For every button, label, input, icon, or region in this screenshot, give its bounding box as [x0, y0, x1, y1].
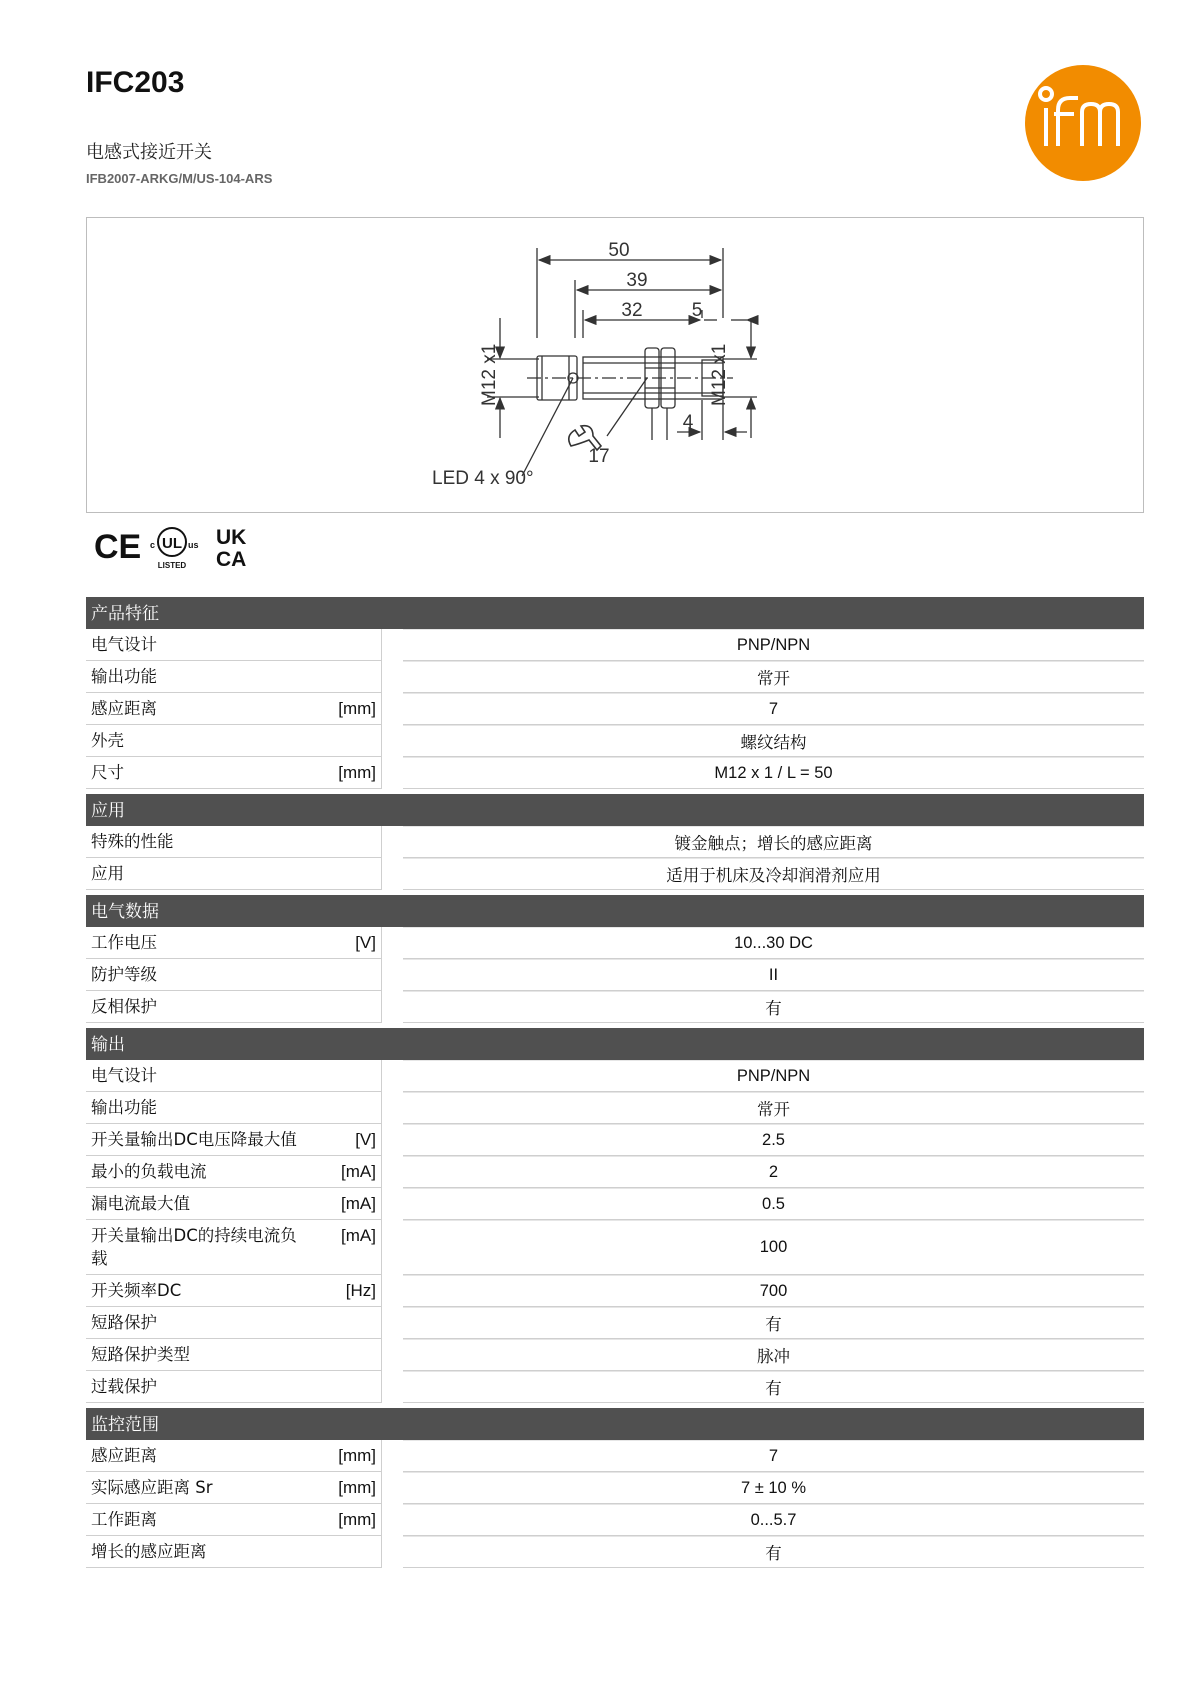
spec-unit: [V] [355, 933, 376, 952]
spec-unit: [Hz] [345, 1281, 376, 1300]
spec-label: 尺寸 [91, 763, 124, 782]
spec-label-cell [86, 1220, 382, 1275]
spec-row [86, 1220, 1144, 1275]
spec-unit: [mA] [341, 1226, 376, 1245]
spec-row [86, 1275, 1144, 1307]
dim-4: 4 [682, 412, 694, 433]
spec-value: 10...30 DC [403, 927, 1144, 959]
spec-label: 感应距离 [91, 699, 157, 718]
spec-value: PNP/NPN [403, 1060, 1144, 1092]
section-header: 产品特征 [86, 597, 1144, 629]
section-header: 电气数据 [86, 895, 1144, 927]
spec-label: 外壳 [91, 731, 124, 750]
thread-left-label: M12 x1 [479, 343, 500, 406]
spec-label: 防护等级 [91, 965, 157, 984]
spec-label-cell [86, 693, 382, 725]
spec-value: 2 [403, 1156, 1144, 1188]
section-header: 输出 [86, 1028, 1144, 1060]
product-title: IFC203 [86, 66, 185, 99]
dim-5: 5 [691, 300, 703, 321]
ul-c: c [150, 540, 156, 550]
spec-row [86, 959, 1144, 991]
spec-row [86, 1060, 1144, 1092]
spec-row [86, 1092, 1144, 1124]
spec-label: 输出功能 [91, 667, 157, 686]
ukca-top: UK [216, 526, 247, 549]
spec-row [86, 927, 1144, 959]
led-label: LED 4 x 90° [432, 468, 534, 489]
spec-label-cell [86, 1124, 382, 1156]
spec-value: 100 [403, 1220, 1144, 1275]
spec-value: 常开 [403, 1092, 1144, 1124]
dim-32: 32 [621, 300, 643, 321]
spec-value: 有 [403, 1371, 1144, 1403]
spec-label-cell [86, 1472, 382, 1504]
spec-label: 开关频率DC [91, 1281, 182, 1300]
ifm-logo [1024, 64, 1142, 182]
spec-label-cell [86, 959, 382, 991]
spec-label: 特殊的性能 [91, 832, 174, 851]
spec-label: 电气设计 [91, 1066, 157, 1085]
spec-value: 700 [403, 1275, 1144, 1307]
spec-label-cell [86, 1339, 382, 1371]
spec-table [86, 597, 1144, 1568]
spec-value: 适用于机床及冷却润滑剂应用 [403, 858, 1144, 890]
ul-mark: UL [162, 535, 182, 552]
spec-value: 7 [403, 1440, 1144, 1472]
spec-row [86, 1156, 1144, 1188]
spec-row [86, 693, 1144, 725]
spec-label: 漏电流最大值 [91, 1194, 190, 1213]
ce-mark: CE [94, 528, 142, 566]
spec-row [86, 1188, 1144, 1220]
spec-row [86, 629, 1144, 661]
spec-label-cell [86, 725, 382, 757]
thread-right-label: M12 x1 [709, 343, 730, 406]
sensor-drawing-svg [87, 218, 1145, 514]
spec-row [86, 1124, 1144, 1156]
spec-label-cell [86, 1188, 382, 1220]
spec-value: 有 [403, 991, 1144, 1023]
spec-unit: [V] [355, 1130, 376, 1149]
spec-label-cell [86, 1504, 382, 1536]
dim-17: 17 [588, 446, 610, 467]
ul-us: us [188, 540, 199, 550]
certification-marks [92, 522, 264, 572]
spec-row [86, 1504, 1144, 1536]
spec-row [86, 757, 1144, 789]
spec-label: 感应距离 [91, 1446, 157, 1465]
spec-label-cell [86, 1156, 382, 1188]
spec-row [86, 1371, 1144, 1403]
spec-value: 螺纹结构 [403, 725, 1144, 757]
spec-label: 过载保护 [91, 1377, 157, 1396]
spec-row [86, 1307, 1144, 1339]
spec-label-cell [86, 661, 382, 693]
spec-value: 有 [403, 1536, 1144, 1568]
spec-label-cell [86, 858, 382, 890]
section-header: 应用 [86, 794, 1144, 826]
spec-label: 输出功能 [91, 1098, 157, 1117]
spec-value: 0...5.7 [403, 1504, 1144, 1536]
spec-label: 短路保护 [91, 1313, 157, 1332]
spec-row [86, 1339, 1144, 1371]
dimension-drawing [86, 217, 1144, 513]
product-subtitle: 电感式接近开关 [86, 142, 212, 163]
spec-label-cell [86, 1060, 382, 1092]
spec-value: 有 [403, 1307, 1144, 1339]
spec-label: 短路保护类型 [91, 1345, 190, 1364]
spec-label-cell [86, 1440, 382, 1472]
spec-label: 开关量输出DC的持续电流负载 [91, 1226, 297, 1268]
ukca-bottom: CA [216, 548, 247, 571]
spec-label: 电气设计 [91, 635, 157, 654]
spec-row [86, 725, 1144, 757]
spec-label-cell [86, 927, 382, 959]
dim-50: 50 [608, 240, 630, 261]
spec-label: 开关量输出DC电压降最大值 [91, 1130, 297, 1149]
spec-row [86, 1536, 1144, 1568]
spec-unit: [mm] [338, 1510, 376, 1529]
spec-value: II [403, 959, 1144, 991]
ul-listed: LISTED [157, 561, 187, 570]
spec-label: 应用 [91, 864, 124, 883]
spec-label: 增长的感应距离 [91, 1542, 207, 1561]
spec-unit: [mm] [338, 763, 376, 782]
spec-value: M12 x 1 / L = 50 [403, 757, 1144, 789]
spec-label-cell [86, 757, 382, 789]
spec-value: 2.5 [403, 1124, 1144, 1156]
spec-label-cell [86, 1275, 382, 1307]
spec-value: PNP/NPN [403, 629, 1144, 661]
spec-value: 镀金触点；增长的感应距离 [403, 826, 1144, 858]
spec-value: 常开 [403, 661, 1144, 693]
spec-row [86, 1472, 1144, 1504]
spec-label: 反相保护 [91, 997, 157, 1016]
spec-row [86, 661, 1144, 693]
spec-label-cell [86, 826, 382, 858]
spec-label: 最小的负载电流 [91, 1162, 207, 1181]
spec-label-cell [86, 1092, 382, 1124]
spec-label: 实际感应距离 Sr [91, 1478, 213, 1497]
logo-text: ifm [1081, 173, 1085, 175]
spec-unit: [mm] [338, 699, 376, 718]
spec-row [86, 858, 1144, 890]
spec-row [86, 826, 1144, 858]
spec-unit: [mm] [338, 1446, 376, 1465]
spec-unit: [mA] [341, 1162, 376, 1181]
spec-value: 脉冲 [403, 1339, 1144, 1371]
spec-unit: [mA] [341, 1194, 376, 1213]
spec-label-cell [86, 1371, 382, 1403]
spec-value: 7 ± 10 % [403, 1472, 1144, 1504]
spec-value: 7 [403, 693, 1144, 725]
spec-unit: [mm] [338, 1478, 376, 1497]
spec-label-cell [86, 629, 382, 661]
spec-row [86, 1440, 1144, 1472]
spec-label-cell [86, 1307, 382, 1339]
dim-39: 39 [626, 270, 648, 291]
spec-row [86, 991, 1144, 1023]
spec-label-cell [86, 991, 382, 1023]
spec-value: 0.5 [403, 1188, 1144, 1220]
product-code: IFB2007-ARKG/M/US-104-ARS [86, 171, 273, 186]
spec-label: 工作距离 [91, 1510, 157, 1529]
section-header: 监控范围 [86, 1408, 1144, 1440]
spec-label: 工作电压 [91, 933, 157, 952]
spec-label-cell [86, 1536, 382, 1568]
